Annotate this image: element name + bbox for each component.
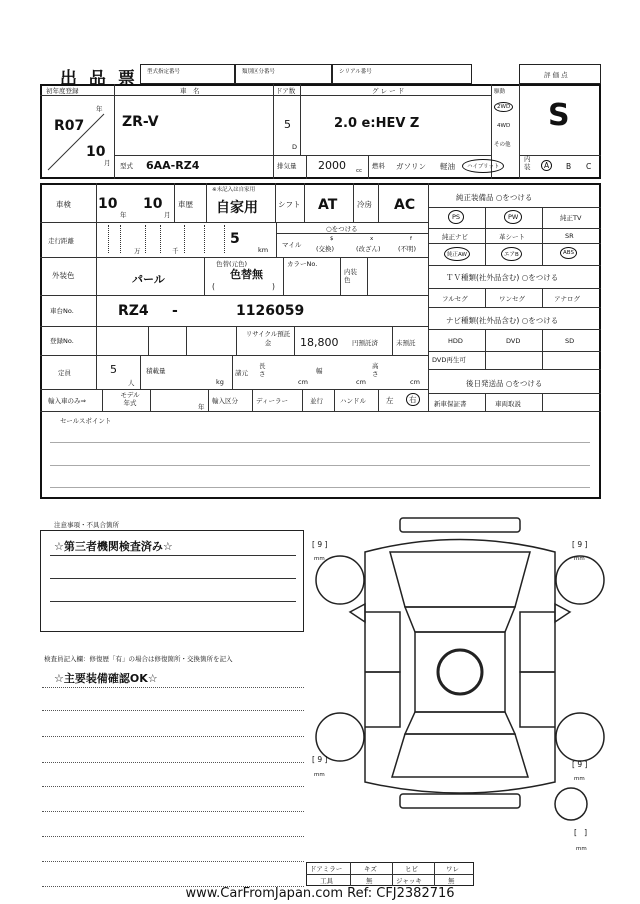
form-title: 出 品 票: [60, 69, 138, 89]
shift: AT: [318, 197, 338, 213]
aw-circled: 純正AW: [444, 247, 470, 261]
recycle-amount: 18,800: [300, 336, 339, 349]
airbag-circled: エアB: [501, 247, 522, 261]
grade: 2.0 e:HEV Z: [334, 116, 420, 131]
drive-2wd-circled: 2WD: [494, 102, 513, 112]
score: S: [548, 98, 570, 133]
doors: 5: [284, 118, 291, 131]
tread-rear-left: [ 9 ]: [312, 755, 328, 764]
reg-month: 10: [86, 144, 106, 160]
capacity: 5: [110, 363, 117, 376]
interior-a-circled: A: [541, 160, 552, 171]
car-damage-diagram: [310, 512, 610, 812]
history: 自家用: [216, 200, 258, 216]
third-party-note: ☆第三者機関検査済み☆: [54, 540, 173, 553]
chassis-number: 1126059: [236, 303, 305, 319]
sales-point-label: セールスポイント: [60, 417, 112, 425]
model: 6AA-RZ4: [146, 159, 200, 172]
pw-circled: PW: [504, 210, 522, 224]
shaken-year: 10: [98, 196, 118, 212]
tread-front-right: [ 9 ]: [572, 540, 588, 549]
reg-year: R07: [54, 118, 85, 134]
handle-right-circled: 右: [406, 393, 420, 406]
exterior-color: パール: [132, 273, 165, 286]
tread-rear-right: [ 9 ]: [572, 760, 588, 769]
displacement: 2000: [318, 159, 346, 172]
ps-circled: PS: [448, 210, 464, 224]
shaken-month: 10: [143, 196, 163, 212]
vehicle-name: ZR-V: [122, 114, 159, 130]
chassis-prefix: RZ4: [118, 303, 149, 319]
type-spec-box: 型式指定番号: [140, 64, 235, 84]
spare-tire-icon: [546, 786, 596, 822]
fuel-hybrid-circled: ハイブリット: [462, 159, 504, 173]
equipment-ok-note: ☆主要装備確認OK☆: [54, 672, 158, 685]
abs-circled: ABS: [560, 247, 577, 259]
mileage: 5: [230, 231, 240, 247]
tread-spare: [ ]: [574, 828, 588, 837]
footer-watermark: www.CarFromJapan.com Ref: CFJ2382716: [185, 886, 455, 901]
score-label-box: 評 価 点: [519, 64, 601, 84]
serial-box: シリアル番号: [332, 64, 472, 84]
tread-front-left: [ 9 ]: [312, 540, 328, 549]
repaint: 色替無: [230, 268, 263, 281]
ac: AC: [394, 197, 416, 213]
class-box: 類別区分番号: [235, 64, 332, 84]
